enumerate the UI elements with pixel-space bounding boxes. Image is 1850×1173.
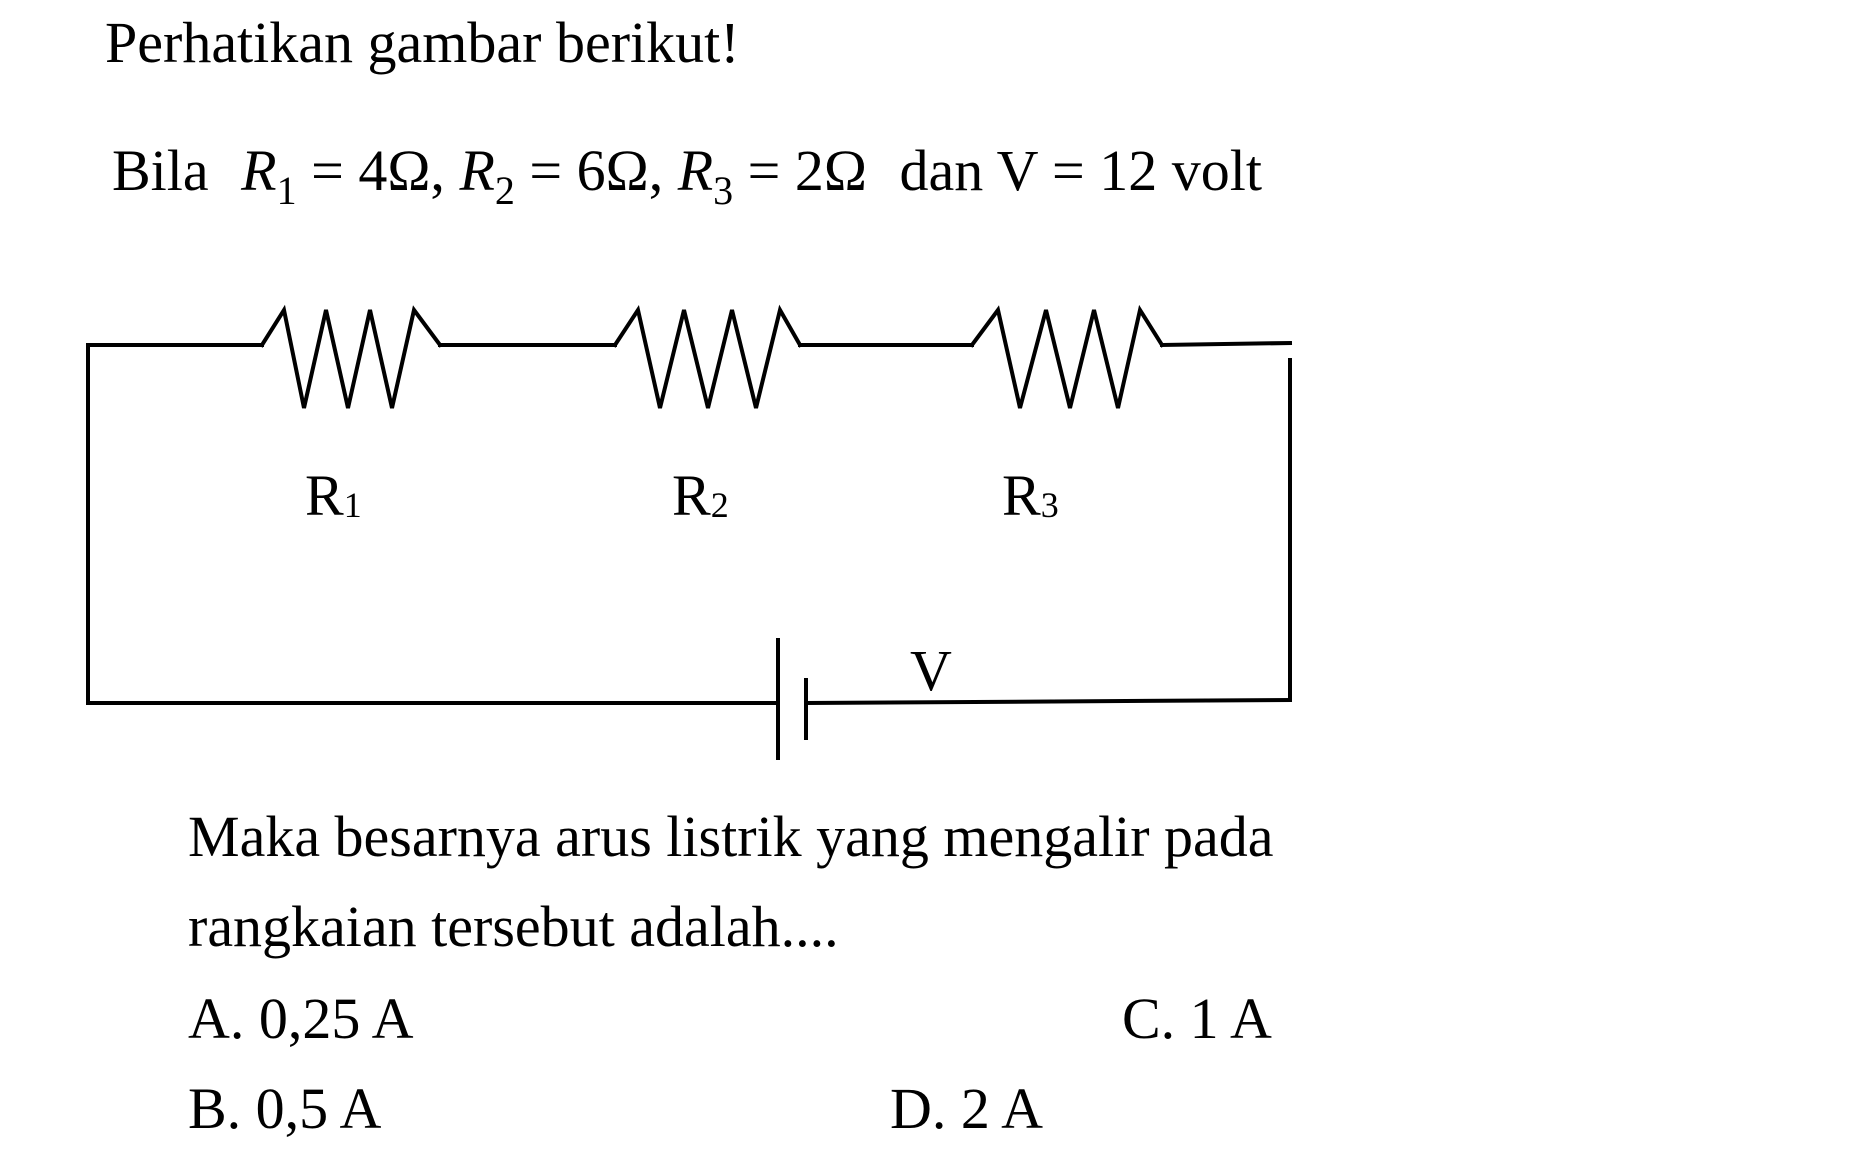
wire-top-right — [1162, 343, 1290, 345]
r3-subscript: 3 — [713, 168, 734, 213]
r1-label: R1 — [305, 463, 362, 528]
r3-symbol: R — [677, 138, 714, 203]
givens-prefix: Bila — [112, 138, 209, 203]
option-c[interactable]: C. 1 A — [1122, 986, 1272, 1051]
voltage-value: dan V = 12 volt — [899, 138, 1262, 203]
option-d[interactable]: D. 2 A — [890, 1076, 1044, 1141]
resistor-r3-zigzag — [972, 310, 1162, 408]
r2-label: R2 — [672, 463, 729, 528]
option-a[interactable]: A. 0,25 A — [188, 986, 414, 1051]
r1-symbol: R — [241, 138, 277, 203]
wire-bottom-right — [806, 700, 1290, 703]
r1-value: = 4Ω, — [311, 138, 445, 203]
r2-subscript: 2 — [494, 168, 515, 213]
question-line-2: rangkaian tersebut adalah.... — [188, 894, 839, 959]
r1-subscript: 1 — [276, 168, 297, 213]
battery-label: V — [910, 638, 952, 703]
r3-value: = 2Ω — [747, 138, 867, 203]
resistor-r2-zigzag — [615, 310, 800, 408]
r2-value: = 6Ω, — [529, 138, 664, 203]
intro-text: Perhatikan gambar berikut! — [105, 10, 740, 75]
r3-label: R3 — [1002, 463, 1059, 528]
question-line-1: Maka besarnya arus listrik yang mengalir pada — [188, 804, 1274, 869]
resistor-r1-zigzag — [262, 310, 440, 408]
r2-symbol: R — [459, 138, 495, 203]
option-b[interactable]: B. 0,5 A — [188, 1076, 382, 1141]
